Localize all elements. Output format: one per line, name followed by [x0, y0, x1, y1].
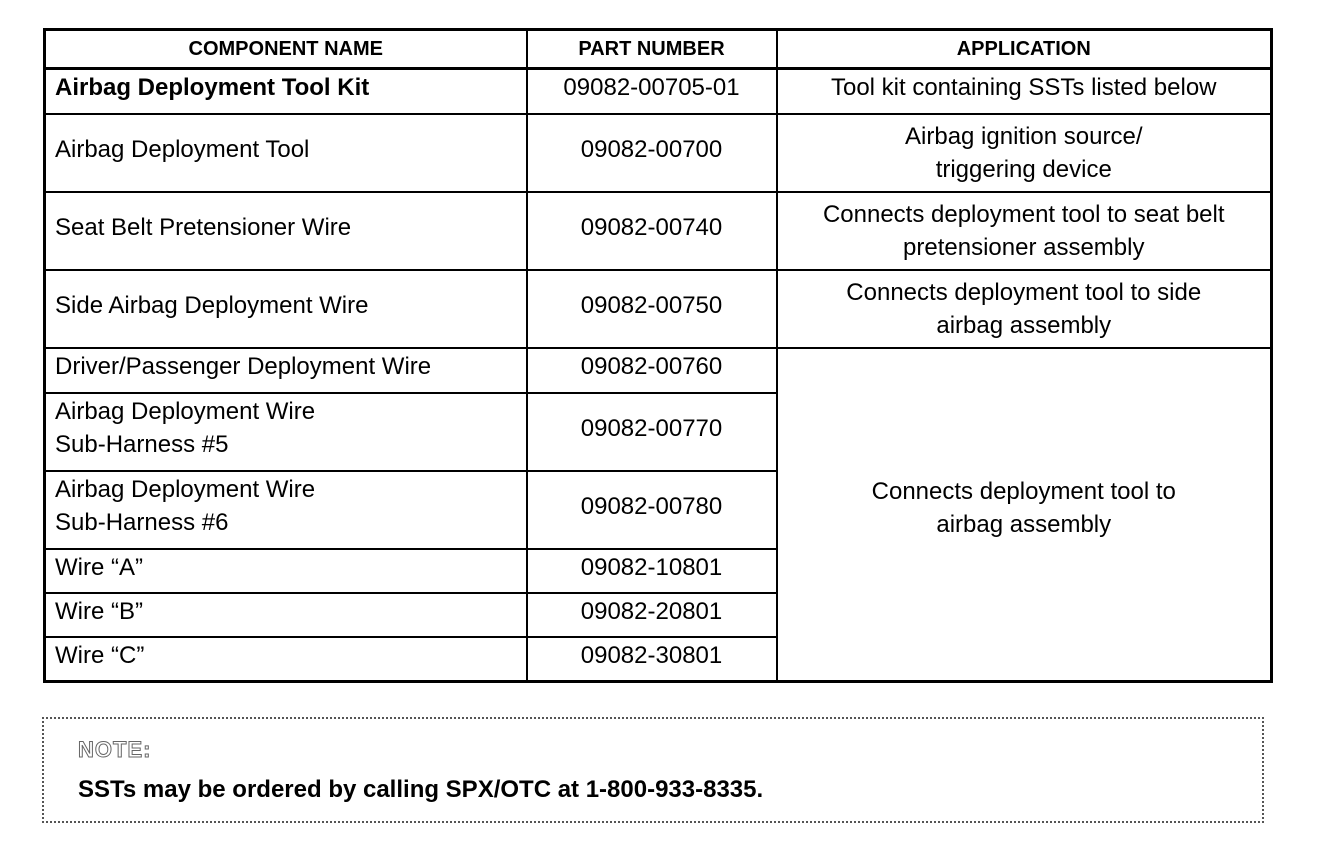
application-cell: Connects deployment tool to side airbag assembly: [777, 270, 1272, 348]
component-name-cell: Airbag Deployment Tool: [45, 114, 527, 192]
part-number-cell: 09082-00750: [527, 270, 777, 348]
component-name-cell: Wire “B”: [45, 593, 527, 637]
parts-table: [43, 28, 1273, 683]
header-component-name: COMPONENT NAME: [45, 30, 527, 69]
component-name-cell: Airbag Deployment Tool Kit: [45, 69, 527, 115]
note-label: NOTE:: [78, 737, 152, 762]
table-header-row: [45, 30, 1272, 69]
part-number-cell: 09082-00705-01: [527, 69, 777, 115]
application-cell-merged: Connects deployment tool to airbag assembly: [777, 348, 1272, 682]
table-row: [45, 114, 1272, 192]
table-row: [45, 192, 1272, 270]
part-number-cell: 09082-10801: [527, 549, 777, 593]
application-cell: Tool kit containing SSTs listed below: [777, 69, 1272, 115]
header-application: APPLICATION: [777, 30, 1272, 69]
part-number-cell: 09082-20801: [527, 593, 777, 637]
part-number-cell: 09082-00770: [527, 393, 777, 471]
table-row: [45, 348, 1272, 393]
component-name-cell: Airbag Deployment Wire Sub-Harness #5: [45, 393, 527, 471]
note-text: SSTs may be ordered by calling SPX/OTC at 1-800-933-8335.: [78, 776, 764, 803]
part-number-cell: 09082-00780: [527, 471, 777, 549]
table-row: [45, 69, 1272, 115]
component-name-cell: Side Airbag Deployment Wire: [45, 270, 527, 348]
part-number-cell: 09082-30801: [527, 637, 777, 682]
note-box: [42, 717, 1264, 823]
header-part-number: PART NUMBER: [527, 30, 777, 69]
part-number-cell: 09082-00760: [527, 348, 777, 393]
component-name-cell: Driver/Passenger Deployment Wire: [45, 348, 527, 393]
part-number-cell: 09082-00700: [527, 114, 777, 192]
application-cell: Connects deployment tool to seat belt pretensioner assembly: [777, 192, 1272, 270]
table-row: [45, 270, 1272, 348]
component-name-cell: Wire “A”: [45, 549, 527, 593]
component-name-cell: Airbag Deployment Wire Sub-Harness #6: [45, 471, 527, 549]
application-cell: Airbag ignition source/ triggering device: [777, 114, 1272, 192]
part-number-cell: 09082-00740: [527, 192, 777, 270]
component-name-cell: Wire “C”: [45, 637, 527, 682]
component-name-cell: Seat Belt Pretensioner Wire: [45, 192, 527, 270]
